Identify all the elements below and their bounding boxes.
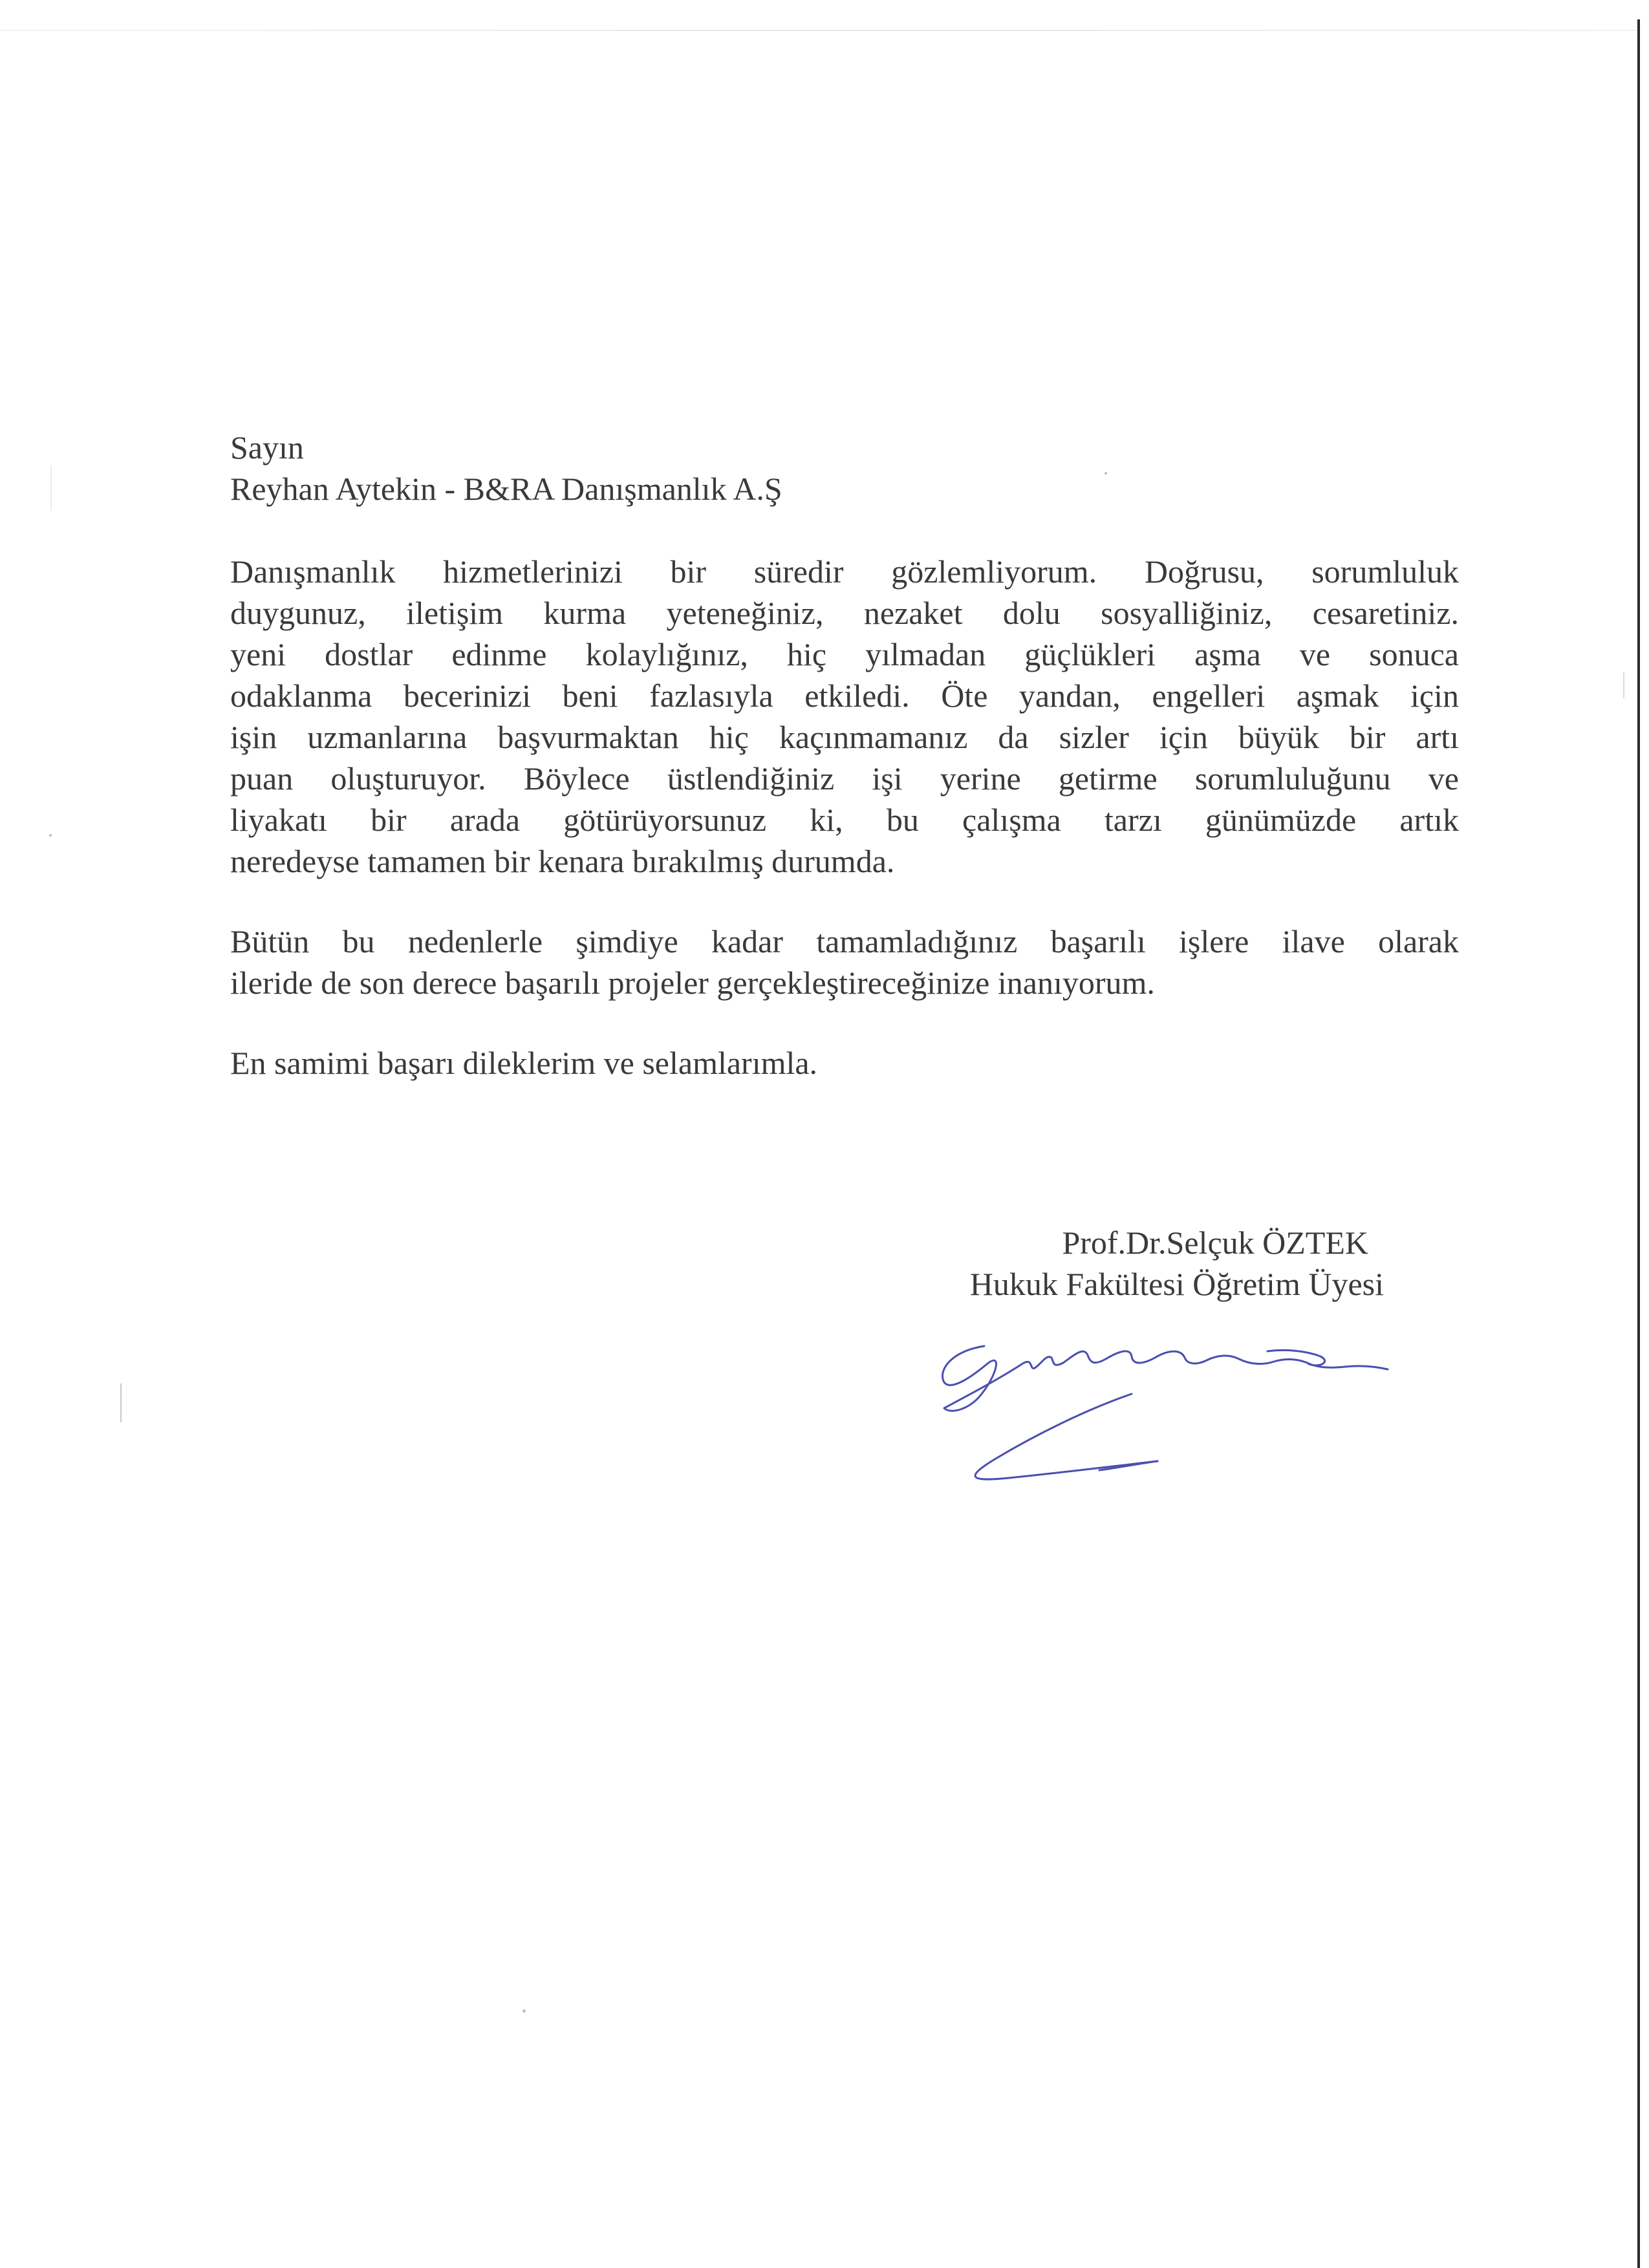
signature-stroke [1099, 1461, 1158, 1470]
letter-body [230, 427, 1459, 1122]
paragraph-1 [230, 551, 1459, 882]
signature-stroke [975, 1394, 1158, 1479]
signature-block [892, 1222, 1384, 1305]
signer-name: Prof.Dr.Selçuk ÖZTEK [1062, 1225, 1368, 1261]
paragraph-line: Bütün bu nedenlerle şimdiye kadar tamamladığınız başarılı işlere ilave olarak [230, 923, 1459, 959]
paragraph-line: ileride de son derece başarılı projeler gerçekleştireceğinize inanıyorum. [230, 965, 1155, 1001]
paragraph-line: Danışmanlık hizmetlerinizi bir süredir gözlemliyorum. Doğrusu, sorumluluk [230, 553, 1459, 590]
scan-speck [523, 2009, 526, 2013]
paragraph-line: liyakatı bir arada götürüyorsunuz ki, bu çalışma tarzı günümüzde artık [230, 802, 1459, 838]
scan-speck [49, 834, 52, 837]
paragraph-line: odaklanma becerinizi beni fazlasıyla etkiledi. Öte yandan, engelleri aşmak için [230, 678, 1459, 714]
scan-streak [120, 1384, 122, 1422]
salutation: Sayın [230, 429, 304, 465]
paragraph-line: işin uzmanlarına başvurmaktan hiç kaçınmamanız da sizler için büyük bir artı [230, 719, 1459, 755]
paragraph-line: duygunuz, iletişim kurma yeteneğiniz, nezaket dolu sosyalliğiniz, cesaretiniz. [230, 595, 1459, 631]
paragraph-2 [230, 921, 1459, 1003]
paragraph-line: puan oluşturuyor. Böylece üstlendiğiniz işi yerine getirme sorumluluğunu ve [230, 760, 1459, 797]
closing-line [230, 1042, 1459, 1084]
handwritten-signature [925, 1332, 1423, 1506]
signer-title: Hukuk Fakültesi Öğretim Üyesi [969, 1266, 1384, 1302]
paragraph-line: neredeyse tamamen bir kenara bırakılmış durumda. [230, 843, 895, 879]
scan-streak [1623, 672, 1624, 698]
paragraph-line: yeni dostlar edinme kolaylığınız, hiç yılmadan güçlükleri aşma ve sonuca [230, 636, 1459, 672]
addressee: Reyhan Aytekin - B&RA Danışmanlık A.Ş [230, 471, 782, 507]
scan-streak [50, 465, 52, 511]
scan-edge-right [1637, 19, 1640, 2268]
scan-edge-top [0, 30, 1636, 31]
signature-stroke [1267, 1350, 1325, 1365]
closing-text: En samimi başarı dileklerim ve selamlarımla. [230, 1045, 818, 1081]
